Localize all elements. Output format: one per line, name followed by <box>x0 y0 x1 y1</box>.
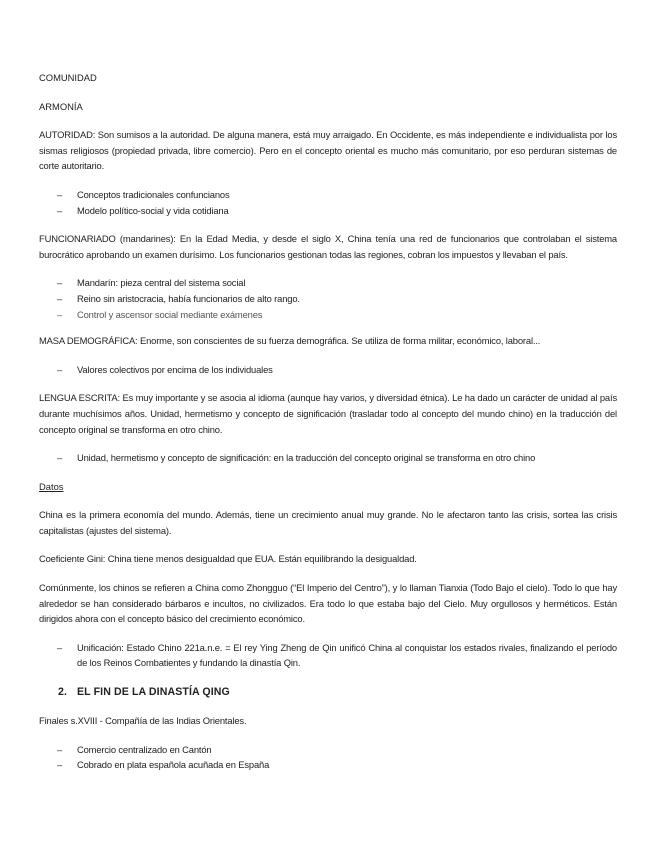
paragraph-zhongguo: Comúnmente, los chinos se refieren a China como Zhongguo (“El Imperio del Centro”), y lo llaman Tianxia (Todo Bajo el cielo). Todo lo que hay alrededor se han considerado bárbaros e incultos, no civilizados. Era todo lo que estaba bajo del Cielo. Muy orgullosos y herméticos. Están dirigidos ahora con el concepto básico del crecimiento económico. <box>39 582 617 625</box>
list-item: – Cobrado en plata española acuñada en España <box>57 759 270 771</box>
heading-comunidad: COMUNIDAD <box>39 72 97 83</box>
list-comercio <box>39 742 617 773</box>
paragraph-masa-demografica: MASA DEMOGRÁFICA: Enorme, son conscientes de su fuerza demográfica. Se utiliza de forma militar, económico, laboral... <box>39 335 541 347</box>
section-number: 2. <box>58 686 68 699</box>
paragraph-autoridad: AUTORIDAD: Son sumisos a la autoridad. De alguna manera, está muy arraigado. En Occidente, es más independiente e individualista por los sismas religiosos (propiedad privada, libre comercio). Pero en el concepto oriental es mucho más comunitario, por eso perduran sistemas de corte autoritario. <box>39 129 617 172</box>
list-unificacion <box>39 640 617 671</box>
list-item: – Modelo político-social y vida cotidiana <box>57 204 229 216</box>
list-item: – Mandarín: pieza central del sistema social <box>57 277 246 289</box>
list-item: – Conceptos tradicionales confuncianos <box>57 188 230 200</box>
paragraph-gini: Coeficiente Gini: China tiene menos desigualdad que EUA. Están equilibrando la desigualdad. <box>39 553 417 565</box>
list-item: – Valores colectivos por encima de los individuales <box>57 363 273 375</box>
list-item: – Comercio centralizado en Cantón <box>57 743 212 755</box>
paragraph-finales: Finales s.XVIII - Compañía de las Indias Orientales. <box>39 715 247 727</box>
paragraph-funcionariado: FUNCIONARIADO (mandarines): En la Edad Media, y desde el siglo X, China tenía una red de funcionarios que controlaban el sistema burocrático aprobando un examen durísimo. Los funcionarios gestionan todas las regiones, cobran los impuestos y llevaban el país. <box>39 233 617 260</box>
list-autoridad <box>39 187 617 218</box>
list-item: – Unificación: Estado Chino 221a.n.e. = El rey Ying Zheng de Qin unificó China al conquistar los estados rivales, finalizando el período de los Reinos Combatientes y fundando la dinastía Qin. <box>57 641 617 669</box>
list-item: – Unidad, hermetismo y concepto de significación: en la traducción del concepto original se transforma en otro chino <box>57 452 536 464</box>
list-item: – Reino sin aristocracia, había funcionarios de alto rango. <box>57 292 300 304</box>
list-masa <box>39 362 617 378</box>
list-lengua <box>39 450 617 466</box>
list-funcionariado <box>39 275 617 322</box>
heading-datos: Datos <box>39 480 64 492</box>
paragraph-china-economia: China es la primera economía del mundo. Además, tiene un crecimiento anual muy grande. No le afectaron tanto las crisis, sortea las crisis capitalistas (ajustes del sistema). <box>39 509 617 536</box>
list-item: – Control y ascensor social mediante exámenes <box>57 308 263 320</box>
paragraph-lengua-escrita: LENGUA ESCRITA: Es muy importante y se asocia al idioma (aunque hay varios, y diversidad étnica). Le ha dado un carácter de unidad al país durante muchísimos años. Unidad, hermetismo y concepto de significación (trasladar todo al concepto del mundo chino) en la traducción del concepto original se transforma en otro chino. <box>39 392 617 435</box>
section-heading <box>39 684 617 700</box>
heading-armonia: ARMONÍA <box>39 100 83 112</box>
section-title: EL FIN DE LA DINASTÍA QING <box>77 686 230 699</box>
